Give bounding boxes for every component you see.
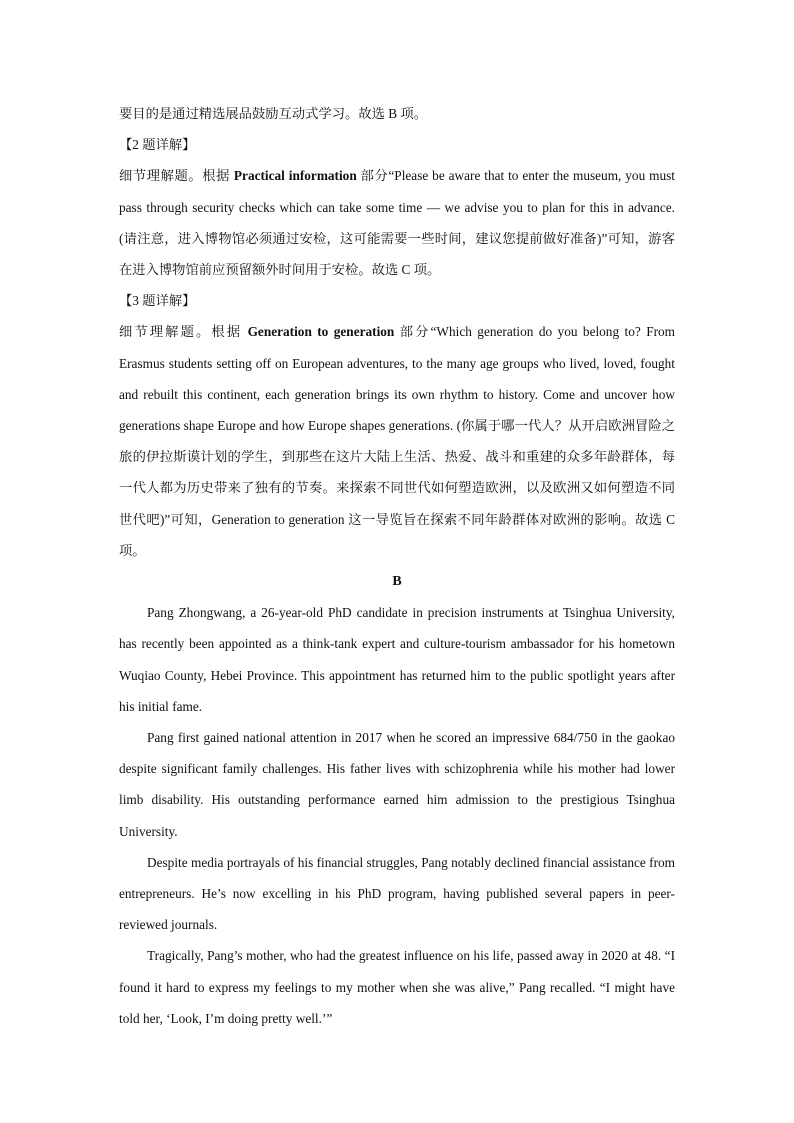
question-3-explanation [119,316,675,566]
answer-line-q1-end: 要目的是通过精选展品鼓励互动式学习。故选 B 项。 [119,106,428,121]
passage-paragraph: Pang first gained national attention in 2017 when he scored an impressive 684/750 in the gaokao despite significant family challenges. His father lives with schizophrenia while his mother had lower limb disability. His outstanding performance earned him admission to the prestigious Tsinghua University. [119,730,675,839]
q2-section-name: Practical information [233,168,357,184]
passage-paragraph: Pang Zhongwang, a 26-year-old PhD candidate in precision instruments at Tsinghua University, has recently been appointed as a think-tank expert and culture-tourism ambassador for his hometown Wuqiao County, Hebei Province. This appointment has returned him to the public spotlight years after his initial fame. [119,605,675,714]
q3-section-name: Generation to generation [247,324,395,340]
q3-explanation-text: 部分“Which generation do you belong to? From Erasmus students setting off on European adventures, to the many age groups who lived, loved, fought and rebuilt this continent, each generation brings its own rhythm to history. Come and uncover how generations shape Europe and how Europe shapes generations. (你属于哪一代人？从开启欧洲冒险之旅的伊拉斯谟计划的学生，到那些在这片大陆上生活、热爱、战斗和重建的众多年龄群体，每一代人都为历史带来了独有的节奏。来探索不同世代如何塑造欧洲，以及欧洲又如何塑造不同世代吧)”可知，Generation to generation 这一导览旨在探索不同年龄群体对欧洲的影响。故选 C 项。 [119,324,676,558]
q2-explanation-text: 部分“Please be aware that to enter the museum, you must pass through security checks which can take some time — we advise you to plan for this in advance. (请注意，进入博物馆必须通过安检，这可能需要一些时间，建议您提前做好准备)”可知，游客在进入博物馆前应预留额外时间用于安检。故选 C 项。 [119,168,675,278]
q3-lead-text: 细节理解题。根据 [119,324,248,340]
section-b-title: B [392,574,402,590]
page-content [119,98,675,1034]
q2-lead-text: 细节理解题。根据 [119,168,234,184]
question-2-explanation [119,160,675,285]
passage-paragraph: Tragically, Pang’s mother, who had the greatest influence on his life, passed away in 2020 at 48. “I found it hard to express my feelings to my mother when she was alive,” Pang recalled. “I might have told her, ‘Look, I’m doing pretty well.’” [119,948,675,1026]
question-3-heading: 【3 题详解】 [119,293,196,309]
passage-paragraph: Despite media portrayals of his financial struggles, Pang notably declined financial assistance from entrepreneurs. He’s now excelling in his PhD program, having published several papers in peer-reviewed journals. [119,854,675,933]
question-2-heading: 【2 题详解】 [119,137,196,153]
